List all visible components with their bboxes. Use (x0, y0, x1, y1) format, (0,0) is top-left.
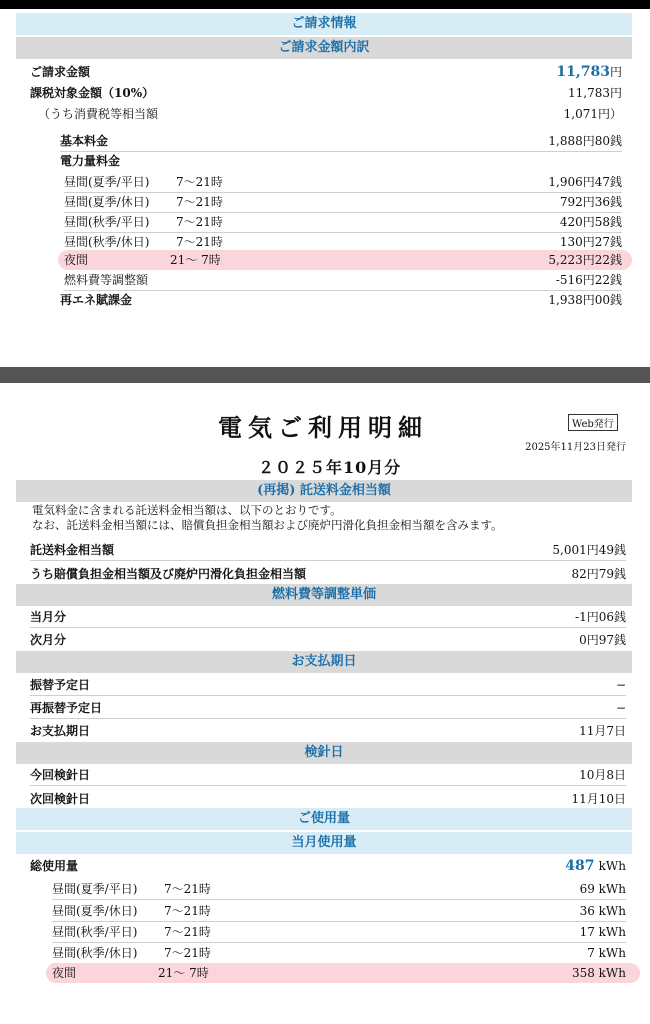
transfer-note-2: なお、託送料金相当額には、賠償負担金相当額および廃炉円滑化負担金相当額を含みます。 (32, 518, 503, 532)
web-issued-badge: Web発行 (568, 414, 618, 431)
transfer-value: 5,001円49銭 (552, 543, 626, 557)
meter-label: 次回検針日 (30, 792, 91, 806)
usage-header: ご使用量 (16, 808, 632, 830)
billing-total-row (30, 62, 622, 82)
meter-header: 検針日 (16, 742, 632, 764)
billing-item-label: 昼間(秋季/平日) (64, 215, 150, 229)
billing-item-time: 7〜21時 (176, 175, 223, 189)
billing-section-header: ご請求情報 (16, 13, 632, 35)
usage-total-row (30, 856, 626, 876)
meter-value: 11月10日 (571, 792, 626, 806)
usage-item-value: 7 kWh (587, 946, 626, 960)
meter-row (30, 765, 626, 786)
usage-item-label: 昼間(秋季/平日) (52, 925, 138, 939)
billing-item-value: 1,906円47銭 (548, 175, 622, 189)
usage-item-time: 7〜21時 (164, 904, 211, 918)
renewable-levy-row (60, 290, 622, 310)
base-fee-label: 基本料金 (60, 134, 109, 148)
payment-row (30, 721, 626, 741)
usage-item-label: 昼間(秋季/休日) (52, 946, 138, 960)
usage-total-unit: kWh (598, 859, 626, 873)
fuel-unit-value: -1円06銭 (575, 610, 626, 624)
billing-total-value: 11,783 (556, 64, 610, 80)
billing-item-value: 792円36銭 (559, 195, 622, 209)
meter-value: 10月8日 (579, 768, 626, 782)
tax-row (30, 104, 622, 124)
transfer-row (30, 564, 626, 584)
billing-total-label: ご請求金額 (30, 65, 91, 79)
payment-row (30, 698, 626, 719)
usage-item-time: 7〜21時 (164, 946, 211, 960)
usage-item-value: 36 kWh (579, 904, 626, 918)
usage-item-label: 夜間 (52, 966, 77, 980)
usage-item-row (52, 879, 626, 900)
transfer-fee-header: (再掲) 託送料金相当額 (16, 480, 632, 502)
taxable-row (30, 83, 622, 103)
meter-label: 今回検針日 (30, 768, 91, 782)
usage-item-time: 7〜21時 (164, 925, 211, 939)
billing-item-row (64, 212, 622, 233)
payment-label: 振替予定日 (30, 678, 91, 692)
billing-item-value: 5,223円22銭 (548, 253, 622, 267)
billing-item-label: 昼間(夏季/休日) (64, 195, 150, 209)
billing-item-time: 7〜21時 (176, 235, 223, 249)
billing-item-label: 夜間 (64, 253, 89, 267)
usage-item-value: 358 kWh (571, 966, 626, 980)
top-dark-bar (0, 0, 650, 9)
usage-item-row (52, 943, 626, 964)
usage-item-label: 昼間(夏季/休日) (52, 904, 138, 918)
page-title: 電気ご利用明細 (218, 413, 428, 442)
usage-total-value: 487 (565, 858, 595, 874)
usage-total-label: 総使用量 (30, 859, 79, 873)
taxable-value: 11,783円 (568, 86, 622, 100)
fuel-unit-row (30, 630, 626, 650)
usage-item-time: 7〜21時 (164, 882, 211, 896)
payment-value: − (615, 701, 626, 715)
billing-item-value: 420円58銭 (559, 215, 622, 229)
renewable-levy-value: 1,938円00銭 (548, 293, 622, 307)
fuel-adjust-value: -516円22銭 (555, 273, 622, 287)
billing-total-unit: 円 (609, 65, 622, 79)
billing-night-row-highlight (58, 250, 632, 270)
payment-value: 11月7日 (579, 724, 626, 738)
billing-month: ２０２５年10月分 (258, 458, 402, 477)
transfer-value: 82円79銭 (571, 567, 626, 581)
issue-date: 2025年11月23日発行 (525, 442, 626, 453)
usage-item-value: 17 kWh (579, 925, 626, 939)
usage-item-time: 21〜 7時 (158, 966, 209, 980)
transfer-label: 託送料金相当額 (30, 543, 115, 557)
payment-value: − (615, 678, 626, 692)
meter-row (30, 789, 626, 809)
usage-item-row (52, 901, 626, 922)
fuel-unit-value: 0円97銭 (579, 633, 626, 647)
billing-item-row (64, 192, 622, 213)
usage-night-row-highlight (46, 963, 640, 983)
page-separator (0, 367, 650, 383)
payment-row (30, 675, 626, 696)
renewable-levy-label: 再エネ賦課金 (60, 293, 133, 307)
billing-item-value: 130円27銭 (559, 235, 622, 249)
taxable-label: 課税対象金額（10%） (30, 86, 155, 100)
transfer-row (30, 540, 626, 561)
usage-item-row (52, 922, 626, 943)
usage-item-value: 69 kWh (579, 882, 626, 896)
billing-item-time: 7〜21時 (176, 195, 223, 209)
transfer-note-1: 電気料金に含まれる託送料金相当額は、以下のとおりです。 (32, 503, 342, 517)
payment-label: 再振替予定日 (30, 701, 103, 715)
fuel-unit-label: 次月分 (30, 633, 67, 647)
billing-subsection-header: ご請求金額内訳 (16, 37, 632, 59)
fuel-unit-label: 当月分 (30, 610, 67, 624)
fuel-unit-row (30, 607, 626, 628)
payment-label: お支払期日 (30, 724, 91, 738)
base-fee-value: 1,888円80銭 (548, 134, 622, 148)
payment-header: お支払期日 (16, 651, 632, 673)
energy-fee-label: 電力量料金 (60, 154, 121, 168)
billing-item-time: 21〜 7時 (170, 253, 221, 267)
fuel-adjust-label: 燃料費等調整額 (64, 273, 149, 287)
billing-item-row (64, 172, 622, 193)
tax-value: 1,071円） (563, 107, 622, 121)
usage-item-label: 昼間(夏季/平日) (52, 882, 138, 896)
billing-item-time: 7〜21時 (176, 215, 223, 229)
base-fee-row (60, 131, 622, 152)
tax-label: （うち消費税等相当額 (38, 107, 159, 121)
billing-item-label: 昼間(秋季/休日) (64, 235, 150, 249)
billing-item-label: 昼間(夏季/平日) (64, 175, 150, 189)
usage-subheader: 当月使用量 (16, 832, 632, 854)
fuel-unit-header: 燃料費等調整単価 (16, 584, 632, 606)
fuel-adjust-row (64, 270, 622, 291)
transfer-label: うち賠償負担金相当額及び廃炉円滑化負担金相当額 (30, 567, 307, 581)
